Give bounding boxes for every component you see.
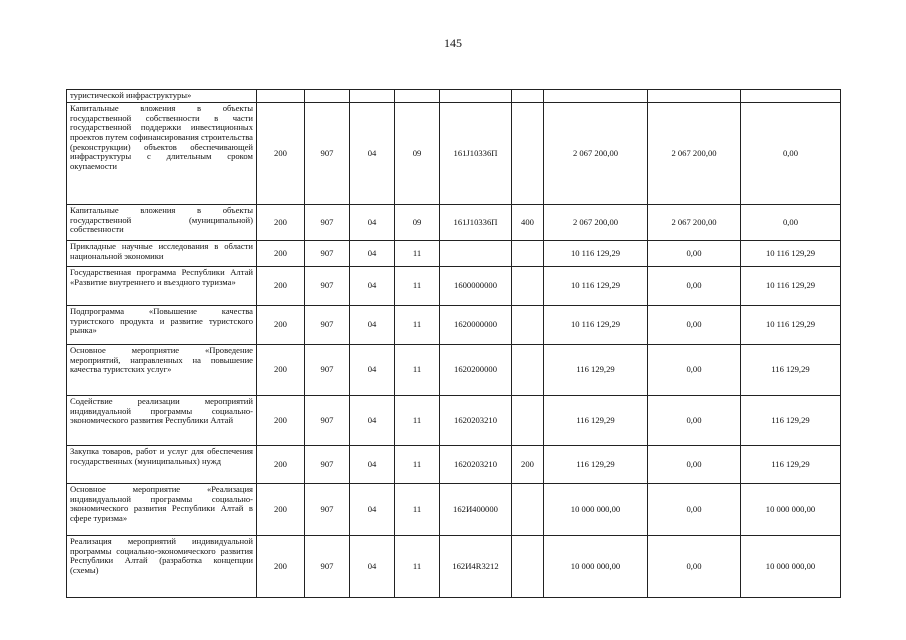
pr-cell: 09 [395,103,440,205]
rz-cell: 04 [350,446,395,484]
table-row [67,345,841,396]
csr-cell: 1620200000 [440,345,512,396]
row-name-cell: Прикладные научные исследования в области национальной экономики [67,241,257,267]
ved-cell: 907 [305,446,350,484]
grbs-cell: 200 [257,345,305,396]
federal-amount-cell: 0,00 [648,446,741,484]
regional-amount-cell: 10 116 129,29 [741,267,841,306]
vr-cell [512,396,544,446]
rz-cell: 04 [350,536,395,598]
vr-cell [512,90,544,103]
grbs-cell: 200 [257,484,305,536]
ved-cell: 907 [305,396,350,446]
regional-amount-cell [741,90,841,103]
row-name-cell: Реализация мероприятий индивидуальной программы социально-экономического развития Республики Алтай (разработка концепции (схемы) [67,536,257,598]
federal-amount-cell: 2 067 200,00 [648,103,741,205]
vr-cell [512,484,544,536]
federal-amount-cell: 0,00 [648,306,741,345]
csr-cell: 1620203210 [440,396,512,446]
federal-amount-cell: 0,00 [648,536,741,598]
grbs-cell: 200 [257,536,305,598]
budget-table [66,89,841,598]
page-number: 145 [444,36,462,50]
row-name-cell: Содействие реализации мероприятий индивидуальной программы социально-экономического развития Республики Алтай [67,396,257,446]
grbs-cell: 200 [257,205,305,241]
csr-cell [440,90,512,103]
pr-cell: 11 [395,306,440,345]
table-row [67,205,841,241]
table-row [67,446,841,484]
pr-cell: 09 [395,205,440,241]
vr-cell: 400 [512,205,544,241]
ved-cell: 907 [305,267,350,306]
table-row [67,103,841,205]
federal-amount-cell: 0,00 [648,396,741,446]
rz-cell: 04 [350,484,395,536]
table-row [67,90,841,103]
table-row [67,267,841,306]
budget-table-body [67,90,841,598]
federal-amount-cell [648,90,741,103]
ved-cell: 907 [305,484,350,536]
rz-cell: 04 [350,306,395,345]
vr-cell [512,306,544,345]
federal-amount-cell: 2 067 200,00 [648,205,741,241]
regional-amount-cell: 116 129,29 [741,446,841,484]
csr-cell: 161J10336П [440,103,512,205]
grbs-cell: 200 [257,446,305,484]
regional-amount-cell: 116 129,29 [741,396,841,446]
plan-amount-cell [544,90,648,103]
vr-cell [512,103,544,205]
federal-amount-cell: 0,00 [648,241,741,267]
plan-amount-cell: 2 067 200,00 [544,205,648,241]
plan-amount-cell: 2 067 200,00 [544,103,648,205]
ved-cell: 907 [305,306,350,345]
plan-amount-cell: 10 116 129,29 [544,241,648,267]
row-name-cell: Основное мероприятие «Проведение мероприятий, направленных на повышение качества туристских услуг» [67,345,257,396]
grbs-cell: 200 [257,241,305,267]
ved-cell: 907 [305,536,350,598]
plan-amount-cell: 10 000 000,00 [544,484,648,536]
plan-amount-cell: 116 129,29 [544,446,648,484]
federal-amount-cell: 0,00 [648,484,741,536]
csr-cell: 1600000000 [440,267,512,306]
ved-cell: 907 [305,103,350,205]
csr-cell [440,241,512,267]
plan-amount-cell: 10 000 000,00 [544,536,648,598]
regional-amount-cell: 10 000 000,00 [741,484,841,536]
grbs-cell: 200 [257,267,305,306]
pr-cell: 11 [395,396,440,446]
ved-cell: 907 [305,241,350,267]
pr-cell: 11 [395,536,440,598]
table-row [67,484,841,536]
vr-cell [512,267,544,306]
rz-cell: 04 [350,396,395,446]
federal-amount-cell: 0,00 [648,267,741,306]
row-name-cell: Капитальные вложения в объекты государственной собственности в части государственной поддержки инвестиционных проектов путем софинансирования строительства (реконструкции) объектов обеспечивающей инфраструктуры с длительным сроком окупаемости [67,103,257,205]
pr-cell: 11 [395,484,440,536]
regional-amount-cell: 10 116 129,29 [741,241,841,267]
table-row [67,306,841,345]
pr-cell: 11 [395,241,440,267]
vr-cell [512,536,544,598]
csr-cell: 162И400000 [440,484,512,536]
pr-cell [395,90,440,103]
regional-amount-cell: 116 129,29 [741,345,841,396]
csr-cell: 1620000000 [440,306,512,345]
row-name-cell: Подпрограмма «Повышение качества туристского продукта и развитие туристского рынка» [67,306,257,345]
federal-amount-cell: 0,00 [648,345,741,396]
pr-cell: 11 [395,345,440,396]
rz-cell: 04 [350,267,395,306]
ved-cell: 907 [305,205,350,241]
row-name-cell: Основное мероприятие «Реализация индивидуальной программы социально-экономического развития Республики Алтай в сфере туризма» [67,484,257,536]
pr-cell: 11 [395,446,440,484]
regional-amount-cell: 0,00 [741,103,841,205]
ved-cell: 907 [305,345,350,396]
vr-cell [512,241,544,267]
row-name-cell: Закупка товаров, работ и услуг для обеспечения государственных (муниципальных) нужд [67,446,257,484]
grbs-cell: 200 [257,396,305,446]
grbs-cell: 200 [257,306,305,345]
pr-cell: 11 [395,267,440,306]
rz-cell: 04 [350,103,395,205]
csr-cell: 161J10336П [440,205,512,241]
plan-amount-cell: 10 116 129,29 [544,306,648,345]
grbs-cell: 200 [257,103,305,205]
row-name-cell: Капитальные вложения в объекты государственной (муниципальной) собственности [67,205,257,241]
table-row [67,536,841,598]
regional-amount-cell: 10 116 129,29 [741,306,841,345]
vr-cell: 200 [512,446,544,484]
rz-cell: 04 [350,345,395,396]
row-name-cell: Государственная программа Республики Алтай «Развитие внутреннего и въездного туризма» [67,267,257,306]
row-name-cell: туристической инфраструктуры» [67,90,257,103]
regional-amount-cell: 0,00 [741,205,841,241]
plan-amount-cell: 116 129,29 [544,345,648,396]
vr-cell [512,345,544,396]
rz-cell: 04 [350,205,395,241]
table-row [67,241,841,267]
csr-cell: 162И4R3212 [440,536,512,598]
grbs-cell [257,90,305,103]
rz-cell: 04 [350,241,395,267]
ved-cell [305,90,350,103]
regional-amount-cell: 10 000 000,00 [741,536,841,598]
csr-cell: 1620203210 [440,446,512,484]
rz-cell [350,90,395,103]
table-row [67,396,841,446]
plan-amount-cell: 10 116 129,29 [544,267,648,306]
plan-amount-cell: 116 129,29 [544,396,648,446]
